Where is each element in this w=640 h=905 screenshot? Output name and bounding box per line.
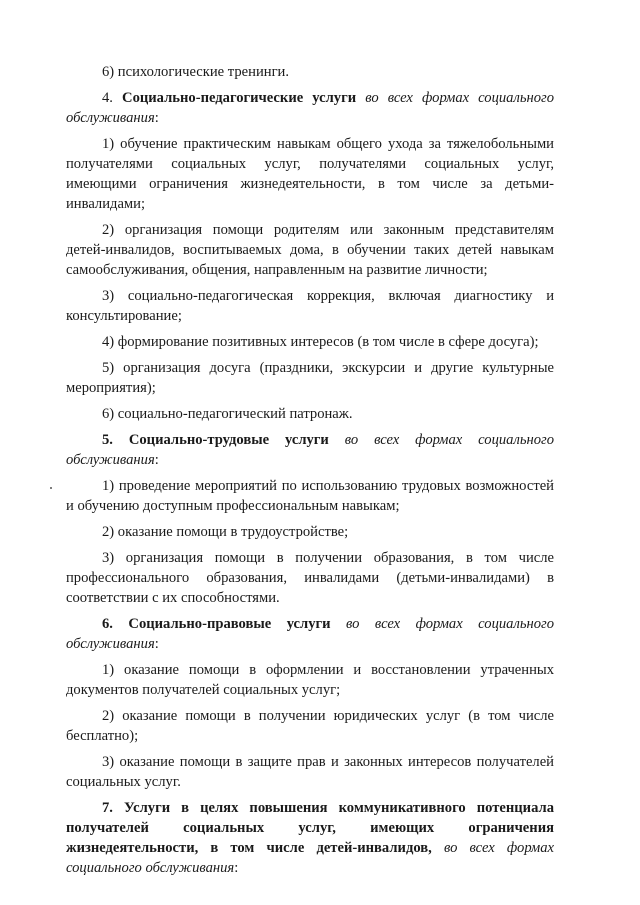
section-title: 6. Социально-правовые услуги	[102, 616, 331, 632]
section-scope: во всех формах социального обслуживания	[66, 616, 554, 652]
list-item-text: 1) оказание помощи в оформлении и восстановлении утраченных документов получателей социальных услуг;	[66, 662, 554, 698]
scan-speck	[50, 487, 52, 489]
list-item	[66, 358, 554, 398]
list-item-text: 2) оказание помощи в трудоустройстве;	[102, 524, 349, 540]
list-item	[66, 220, 554, 280]
list-item-text: 1) обучение практическим навыкам общего ухода за тяжелобольными получателями социальных услуг, получателями социальных услуг, имеющими ограничения жизнедеятельности, в том числе за детьми-инвалидами;	[66, 136, 554, 212]
section-title: Социально-педагогические услуги	[122, 90, 357, 106]
list-item	[66, 404, 554, 424]
section-scope: во всех формах социального обслуживания	[66, 432, 554, 468]
section-title: 7. Услуги в целях повышения коммуникативного потенциала получателей социальных услуг, имеющих ограничения жизнедеятельности, в том числе детей-инвалидов,	[66, 800, 554, 856]
list-item	[66, 752, 554, 792]
section-heading-5: 5. Социально-трудовые услуги во всех формах социального обслуживания:	[66, 432, 554, 468]
list-item	[66, 660, 554, 700]
section-title: 5. Социально-трудовые услуги	[102, 432, 329, 448]
list-item-text: 3) оказание помощи в защите прав и законных интересов получателей социальных услуг.	[66, 754, 554, 790]
list-item	[66, 286, 554, 326]
list-item-text: 6) социально-педагогический патронаж.	[102, 406, 353, 422]
list-item-text: 4) формирование позитивных интересов (в том числе в сфере досуга);	[102, 334, 539, 350]
list-item	[66, 134, 554, 214]
section-scope: во всех формах социального обслуживания	[66, 840, 554, 876]
list-item	[66, 62, 554, 82]
section-heading-7: 7. Услуги в целях повышения коммуникативного потенциала получателей социальных услуг, имеющих ограничения жизнедеятельности, в том числе детей-инвалидов, во всех формах социального обслуживания:	[66, 800, 554, 876]
list-item	[66, 332, 554, 352]
list-item	[66, 706, 554, 746]
list-item	[66, 548, 554, 608]
list-item-text: 2) организация помощи родителям или законным представителям детей-инвалидов, воспитываемых дома, в обучении таких детей навыкам самообслуживания, общения, направленным на развитие личности;	[66, 222, 554, 278]
list-item-text: 3) организация помощи в получении образования, в том числе профессионального образования, инвалидами (детьми-инвалидами) в соответствии с их способностями.	[66, 550, 554, 606]
list-item	[66, 522, 554, 542]
section-heading-4: 4. Социально-педагогические услуги во всех формах социального обслуживания:	[66, 90, 554, 126]
list-item-text: 2) оказание помощи в получении юридических услуг (в том числе бесплатно);	[66, 708, 554, 744]
list-item	[66, 476, 554, 516]
document-body	[66, 62, 554, 884]
list-item-text: 5) организация досуга (праздники, экскурсии и другие культурные мероприятия);	[66, 360, 554, 396]
section-heading-6: 6. Социально-правовые услуги во всех формах социального обслуживания:	[66, 616, 554, 652]
section-scope: во всех формах социального обслуживания	[66, 90, 554, 126]
list-item-text: 3) социально-педагогическая коррекция, включая диагностику и консультирование;	[66, 288, 554, 324]
list-item-text: 6) психологические тренинги.	[102, 64, 290, 80]
list-item-text: 1) проведение мероприятий по использованию трудовых возможностей и обучению доступным профессиональным навыкам;	[66, 478, 554, 514]
section-number: 4.	[102, 90, 113, 106]
